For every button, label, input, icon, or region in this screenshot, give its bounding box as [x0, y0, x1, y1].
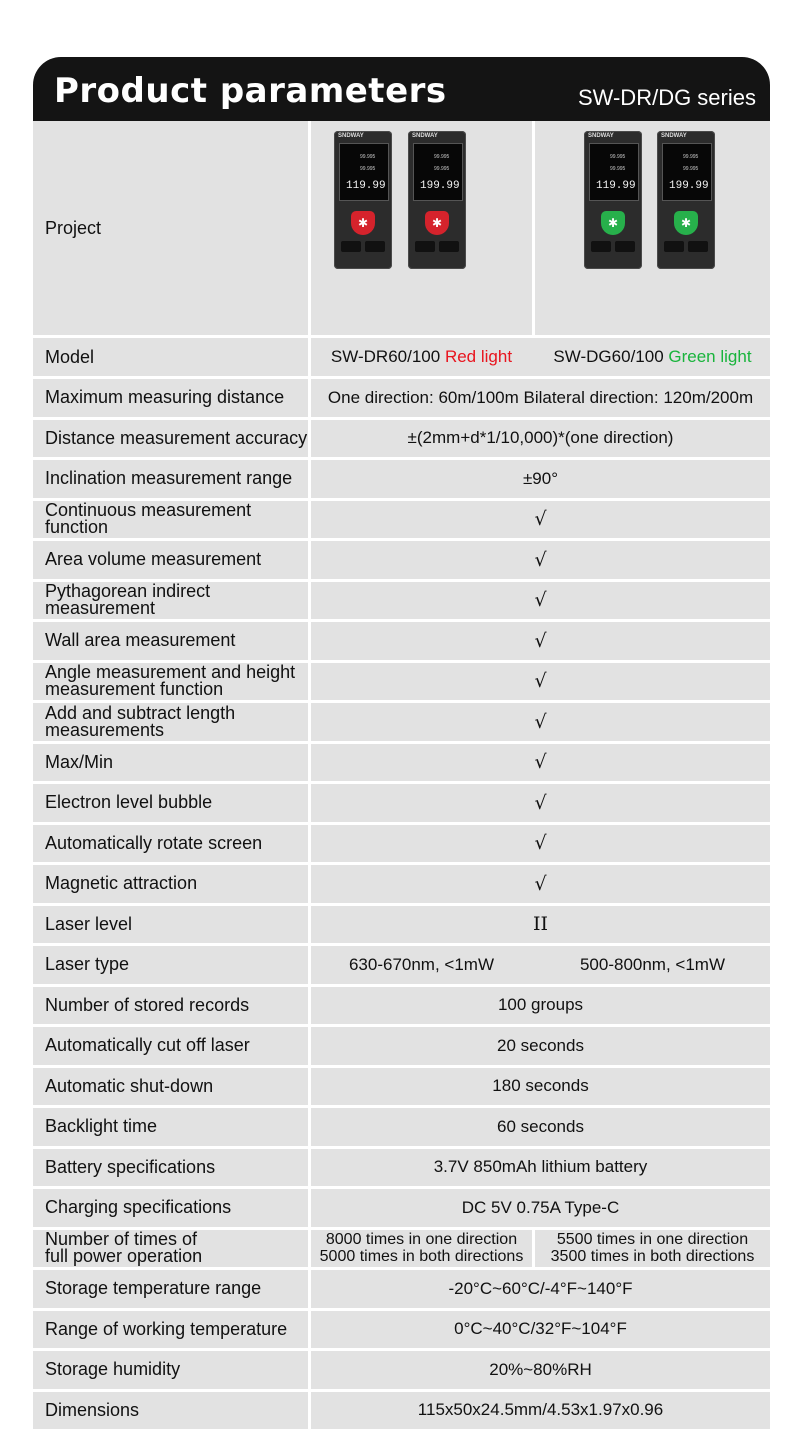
device-screen: 99.995 99.995 199.99	[662, 143, 712, 201]
dg-laser-type: 500-800nm, <1mW	[535, 946, 770, 984]
spec-value: 0°C~40°C/32°F~104°F	[311, 1311, 770, 1349]
spec-value: √	[311, 744, 770, 782]
spec-label: Charging specifications	[33, 1189, 308, 1227]
spec-label: Storage humidity	[33, 1351, 308, 1389]
spec-label: Dimensions	[33, 1392, 308, 1430]
product-parameters-card	[33, 57, 770, 1420]
spec-value: ±90°	[311, 460, 770, 498]
spec-value: √	[311, 541, 770, 579]
spec-label: Magnetic attraction	[33, 865, 308, 903]
spec-label: Number of stored records	[33, 987, 308, 1025]
spec-label: Electron level bubble	[33, 784, 308, 822]
device-brand: SNDWAY	[588, 133, 614, 139]
device-screen: 99.995 99.995 199.99	[413, 143, 463, 201]
device-screen: 99.995 99.995 119.99	[339, 143, 389, 201]
laser-button: ✱	[601, 211, 625, 235]
dg-product-images	[535, 121, 770, 335]
spec-value: √	[311, 582, 770, 620]
device-brand: SNDWAY	[338, 133, 364, 139]
page-title: Product parameters	[54, 71, 447, 111]
spec-label: Distance measurement accuracy	[33, 420, 308, 458]
spec-value: √	[311, 825, 770, 863]
dg-full-power: 5500 times in one direction 3500 times in both directions	[535, 1230, 770, 1268]
spec-value: √	[311, 622, 770, 660]
spec-label: Backlight time	[33, 1108, 308, 1146]
spec-label: Automatic shut-down	[33, 1068, 308, 1106]
spec-value: 20 seconds	[311, 1027, 770, 1065]
dr-laser-type: 630-670nm, <1mW	[311, 946, 532, 984]
dr-device-image-2	[408, 131, 466, 269]
dr-product-images	[311, 121, 532, 335]
laser-button: ✱	[351, 211, 375, 235]
spec-label: Inclination measurement range	[33, 460, 308, 498]
spec-value: 100 groups	[311, 987, 770, 1025]
device-screen: 99.995 99.995 119.99	[589, 143, 639, 201]
laser-type-label: Laser type	[33, 946, 308, 984]
spec-value: √	[311, 703, 770, 741]
dg-model: SW-DG60/100	[553, 347, 664, 366]
model-label: Model	[33, 338, 308, 376]
spec-value: √	[311, 501, 770, 539]
spec-label: Continuous measurement function	[33, 501, 308, 539]
dg-light-color: Green light	[668, 347, 752, 366]
spec-value: II	[311, 906, 770, 944]
spec-label: Automatically rotate screen	[33, 825, 308, 863]
project-label: Project	[33, 121, 308, 335]
dr-model-cell	[311, 338, 532, 376]
dg-device-image-1	[584, 131, 642, 269]
spec-label: Storage temperature range	[33, 1270, 308, 1308]
dr-device-image-1	[334, 131, 392, 269]
spec-label: Range of working temperature	[33, 1311, 308, 1349]
device-brand: SNDWAY	[412, 133, 438, 139]
spec-label: Angle measurement and height measurement function	[33, 663, 308, 701]
spec-table	[33, 121, 770, 1420]
spec-label: Area volume measurement	[33, 541, 308, 579]
spec-value: √	[311, 663, 770, 701]
spec-label: Laser level	[33, 906, 308, 944]
dg-model-cell	[535, 338, 770, 376]
spec-value: DC 5V 0.75A Type-C	[311, 1189, 770, 1227]
spec-value: 180 seconds	[311, 1068, 770, 1106]
spec-value: 60 seconds	[311, 1108, 770, 1146]
spec-value: 20%~80%RH	[311, 1351, 770, 1389]
dr-model: SW-DR60/100	[330, 347, 441, 366]
dg-device-image-2	[657, 131, 715, 269]
dr-light-color: Red light	[444, 347, 513, 366]
laser-button: ✱	[425, 211, 449, 235]
spec-value: ±(2mm+d*1/10,000)*(one direction)	[311, 420, 770, 458]
spec-value: 3.7V 850mAh lithium battery	[311, 1149, 770, 1187]
spec-value: √	[311, 865, 770, 903]
series-label: SW-DR/DG series	[577, 85, 756, 110]
spec-value: One direction: 60m/100m Bilateral direction: 120m/200m	[311, 379, 770, 417]
spec-value: √	[311, 784, 770, 822]
full-power-label: Number of times of full power operation	[33, 1230, 308, 1268]
dr-full-power: 8000 times in one direction 5000 times in both directions	[311, 1230, 532, 1268]
spec-value: 115x50x24.5mm/4.53x1.97x0.96	[311, 1392, 770, 1430]
spec-label: Automatically cut off laser	[33, 1027, 308, 1065]
spec-value: -20°C~60°C/-4°F~140°F	[311, 1270, 770, 1308]
spec-label: Battery specifications	[33, 1149, 308, 1187]
spec-label: Pythagorean indirect measurement	[33, 582, 308, 620]
device-brand: SNDWAY	[661, 133, 687, 139]
spec-label: Wall area measurement	[33, 622, 308, 660]
spec-label: Add and subtract length measurements	[33, 703, 308, 741]
spec-label: Maximum measuring distance	[33, 379, 308, 417]
spec-label: Max/Min	[33, 744, 308, 782]
laser-button: ✱	[674, 211, 698, 235]
